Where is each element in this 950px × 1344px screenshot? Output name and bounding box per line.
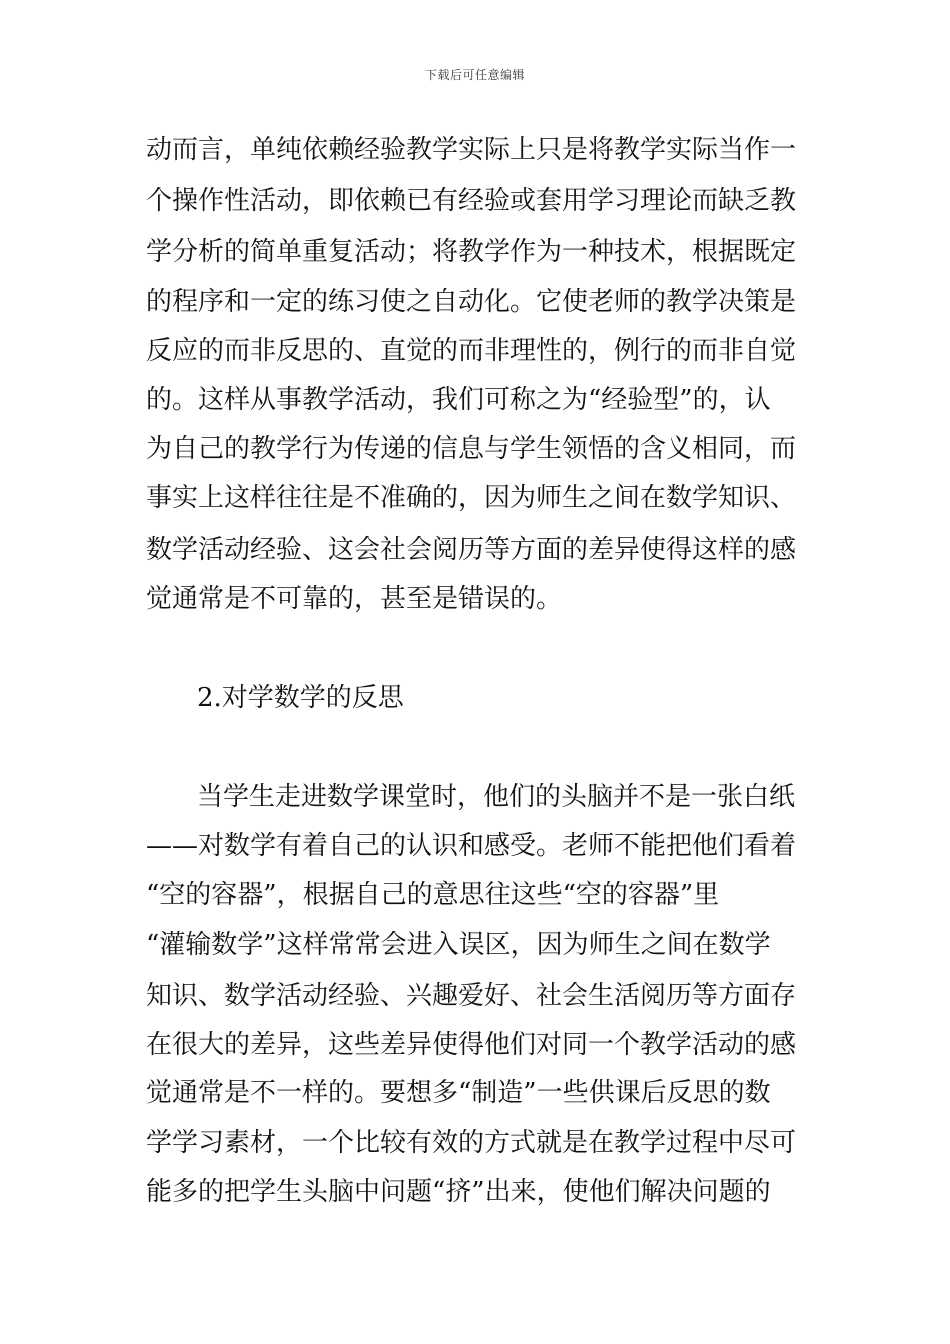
text-line: 能多的把学生头脑中问题“挤”出来，使他们解决问题的: [146, 1177, 771, 1207]
text-line: 个操作性活动，即依赖已有经验或套用学习理论而缺乏教: [146, 186, 797, 216]
text-line: 的程序和一定的练习使之自动化。它使老师的教学决策是: [146, 287, 797, 317]
text-line: 反应的而非反思的、直觉的而非理性的，例行的而非自觉: [146, 336, 797, 366]
text-line: 学学习素材，一个比较有效的方式就是在教学过程中尽可: [146, 1128, 797, 1158]
page-header: 下载后可任意编辑: [424, 68, 525, 82]
text-line: 知识、数学活动经验、兴趣爱好、社会生活阅历等方面存: [146, 981, 797, 1011]
text-line: 在很大的差异，这些差异使得他们对同一个教学活动的感: [146, 1030, 797, 1060]
text-line: 的。这样从事教学活动，我们可称之为“经验型”的，认: [146, 385, 771, 415]
text-line: “灌输数学”这样常常会进入误区，因为师生之间在数学: [146, 930, 771, 960]
text-line: 数学活动经验、这会社会阅历等方面的差异使得这样的感: [146, 535, 797, 565]
text-line: ——对数学有着自己的认识和感受。老师不能把他们看着: [146, 831, 797, 861]
text-line: 动而言，单纯依赖经验教学实际上只是将教学实际当作一: [146, 135, 797, 165]
text-line: 觉通常是不一样的。要想多“制造”一些供课后反思的数: [146, 1078, 771, 1108]
text-line: “空的容器”，根据自己的意思往这些“空的容器”里: [146, 880, 720, 910]
text-line: 当学生走进数学课堂时，他们的头脑并不是一张白纸: [197, 782, 796, 812]
text-line: 事实上这样往往是不准确的，因为师生之间在数学知识、: [146, 483, 797, 513]
text-line: 学分析的简单重复活动；将教学作为一种技术，根据既定: [146, 237, 797, 267]
text-line: 为自己的教学行为传递的信息与学生领悟的含义相同，而: [146, 434, 797, 464]
section-heading: 2.对学数学的反思: [197, 683, 404, 713]
text-line: 觉通常是不可靠的，甚至是错误的。: [146, 584, 563, 614]
